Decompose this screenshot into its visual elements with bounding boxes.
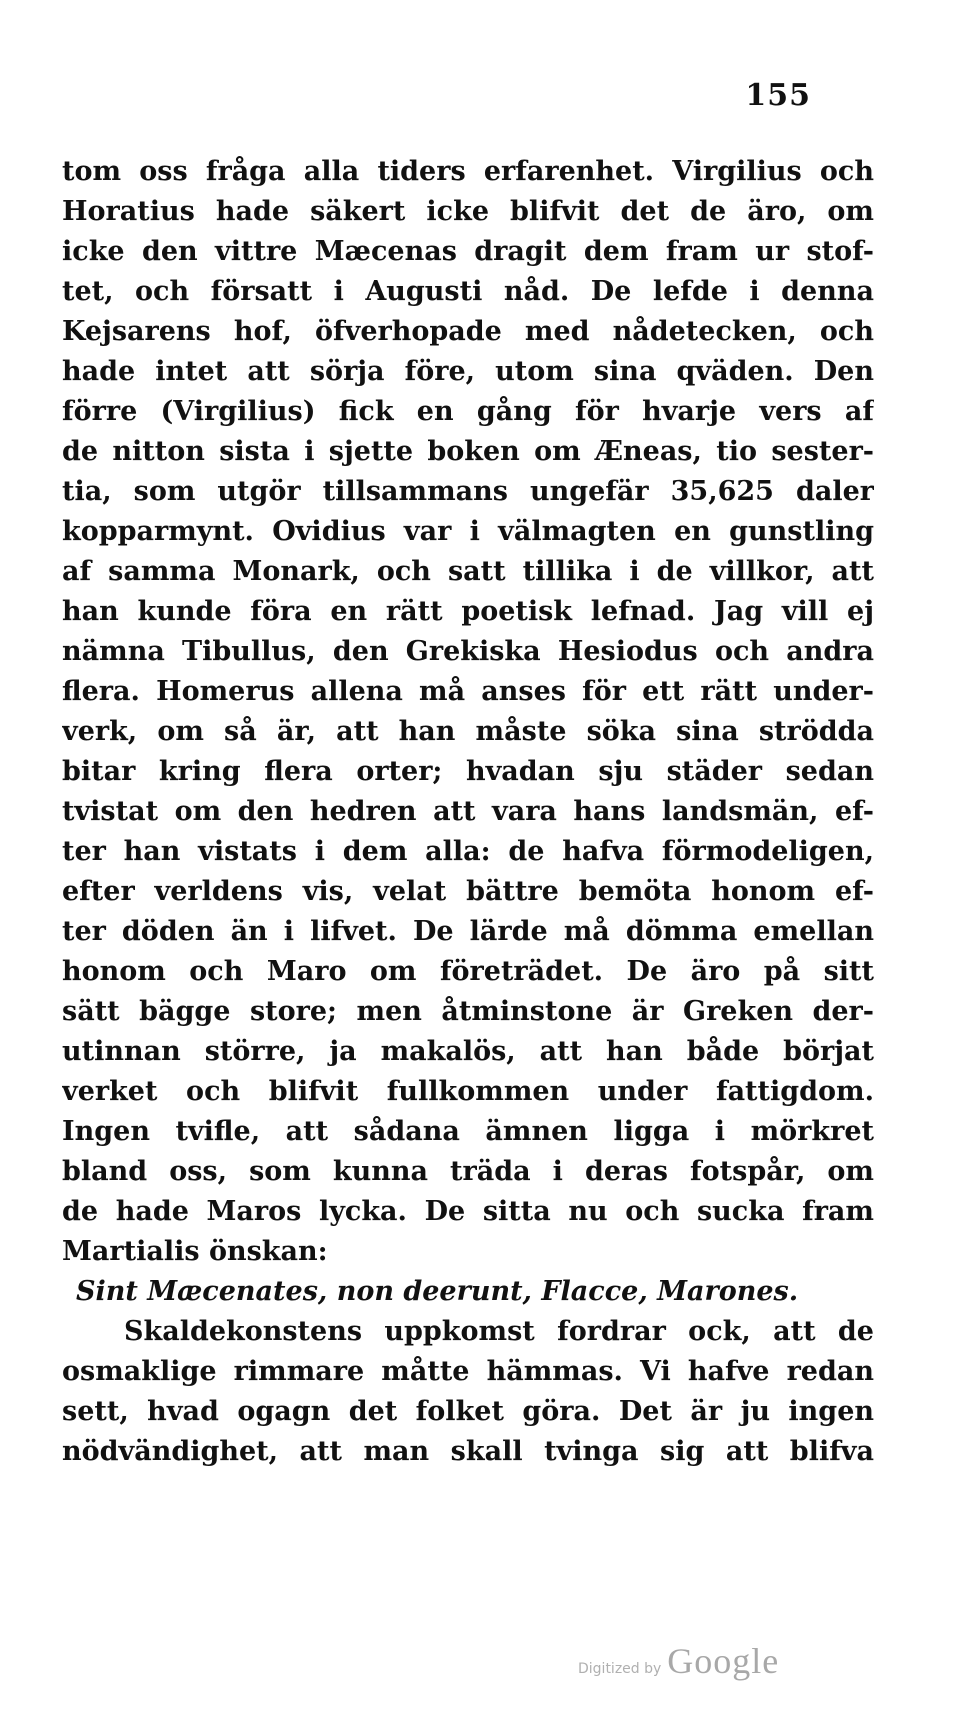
- text-line: tia, som utgör tillsammans ungefär 35,625 daler: [62, 476, 874, 507]
- text-line: af samma Monark, och satt tillika i de villkor, att: [62, 556, 874, 587]
- text-line: han kunde föra en rätt poetisk lefnad. Jag vill ej: [62, 596, 874, 627]
- text-line: kopparmynt. Ovidius var i välmagten en gunstling: [62, 516, 874, 547]
- text-line: nödvändighet, att man skall tvinga sig att blifva: [62, 1436, 874, 1467]
- text-line: Horatius hade säkert icke blifvit det de äro, om: [62, 196, 874, 227]
- digitized-by-google-watermark: [578, 1640, 779, 1690]
- text-line: icke den vittre Mæcenas dragit dem fram ur stof-: [62, 236, 874, 267]
- text-line: tom oss fråga alla tiders erfarenhet. Virgilius och: [62, 156, 874, 187]
- latin-quote-line: Sint Mæcenates, non deerunt, Flacce, Marones.: [76, 1276, 799, 1307]
- text-line: sett, hvad ogagn det folket göra. Det är ju ingen: [62, 1396, 874, 1427]
- text-line: bitar kring flera orter; hvadan sju städer sedan: [62, 756, 874, 787]
- text-line: nämna Tibullus, den Grekiska Hesiodus och andra: [62, 636, 874, 667]
- text-line: de hade Maros lycka. De sitta nu och sucka fram: [62, 1196, 874, 1227]
- text-line: honom och Maro om företrädet. De äro på sitt: [62, 956, 874, 987]
- text-line: verk, om så är, att han måste söka sina strödda: [62, 716, 874, 747]
- page-number: 155: [745, 78, 811, 113]
- google-logo: Google: [667, 1641, 780, 1681]
- text-line: utinnan större, ja makalös, att han både börjat: [62, 1036, 874, 1067]
- body-text: [62, 152, 874, 1472]
- paragraph-first-line: Skaldekonstens uppkomst fordrar ock, att de: [124, 1316, 874, 1347]
- text-line: tet, och försatt i Augusti nåd. De lefde i denna: [62, 276, 874, 307]
- text-line: bland oss, som kunna träda i deras fotspår, om: [62, 1156, 874, 1187]
- text-line: Martialis önskan:: [62, 1236, 328, 1267]
- text-line: verket och blifvit fullkommen under fattigdom.: [62, 1076, 874, 1107]
- text-line: Kejsarens hof, öfverhopade med nådetecken, och: [62, 316, 874, 347]
- text-line: de nitton sista i sjette boken om Æneas, tio sester-: [62, 436, 874, 467]
- text-line: ter döden än i lifvet. De lärde må dömma emellan: [62, 916, 874, 947]
- text-line: efter verldens vis, velat bättre bemöta honom ef-: [62, 876, 874, 907]
- text-line: tvistat om den hedren att vara hans landsmän, ef-: [62, 796, 874, 827]
- text-line: flera. Homerus allena må anses för ett rätt under-: [62, 676, 874, 707]
- digitized-label: Digitized by: [578, 1661, 662, 1677]
- text-line: förre (Virgilius) fick en gång för hvarje vers af: [62, 396, 874, 427]
- text-line: osmaklige rimmare måtte hämmas. Vi hafve redan: [62, 1356, 874, 1387]
- text-line: Ingen tvifle, att sådana ämnen ligga i mörkret: [62, 1116, 874, 1147]
- text-line: sätt bägge store; men åtminstone är Greken der-: [62, 996, 874, 1027]
- text-line: hade intet att sörja före, utom sina qväden. Den: [62, 356, 874, 387]
- text-line: ter han vistats i dem alla: de hafva förmodeligen,: [62, 836, 874, 867]
